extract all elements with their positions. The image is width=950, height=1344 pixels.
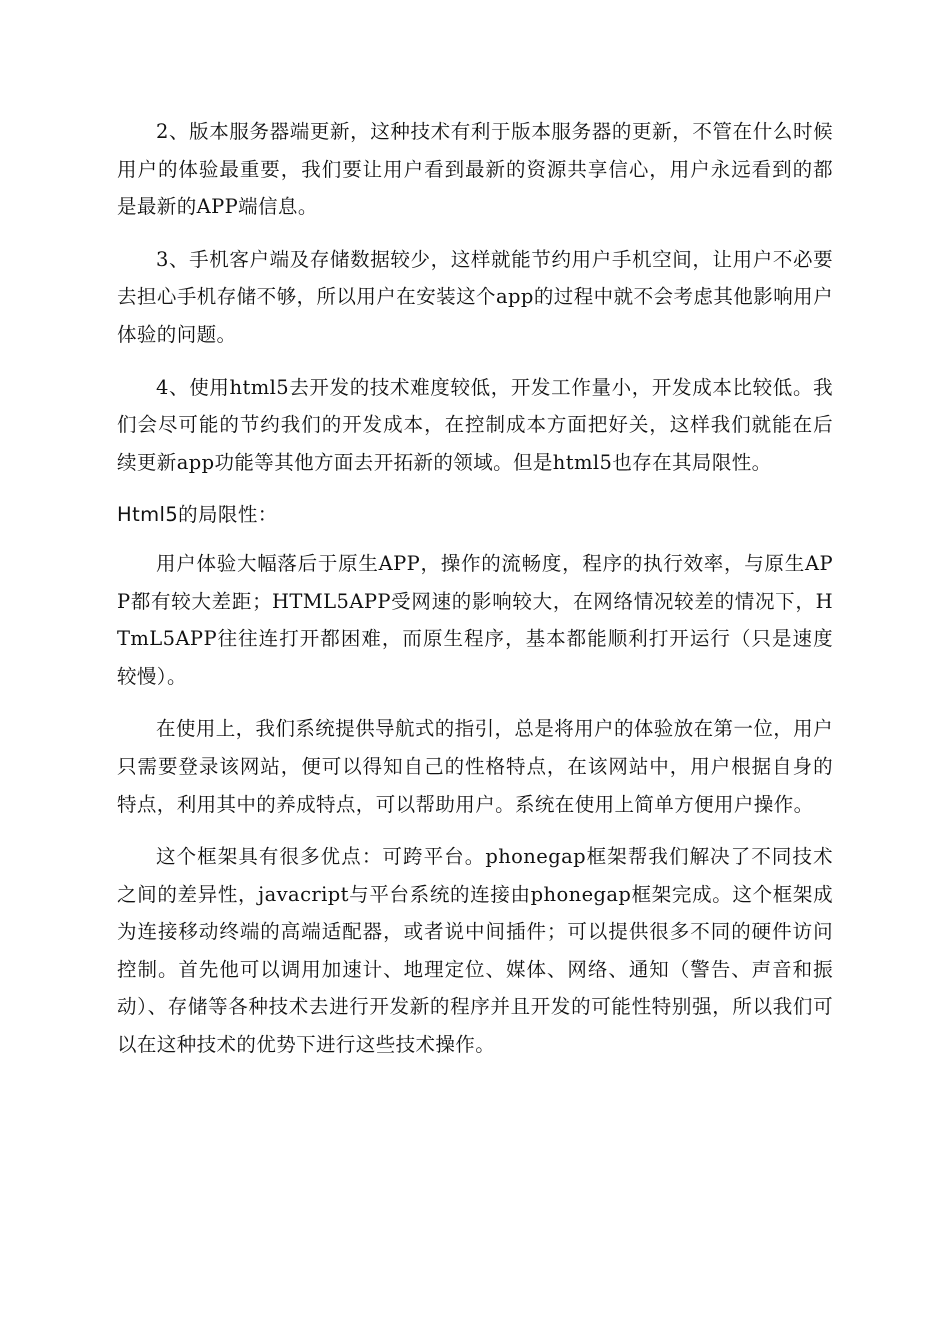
paragraph-html5-development-cost: 4、使用html5去开发的技术难度较低，开发工作量小，开发成本比较低。我们会尽可能的节约我们的开发成本，在控制成本方面把好关，这样我们就能在后续更新app功能等其他方面去开拓新的领域。但是html5也存在其局限性。: [117, 375, 833, 474]
paragraph-phonegap-framework: 这个框架具有很多优点：可跨平台。phonegap框架帮我们解决了不同技术之间的差异性，javacript与平台系统的连接由phonegap框架完成。这个框架成为连接移动终端的高端适配器，或者说中间插件；可以提供很多不同的硬件访问控制。首先他可以调用加速计、地理定位、媒体、网络、通知（警告、声音和振动）、存储等各种技术去进行开发新的程序并且开发的可能性特别强，所以我们可以在这种技术的优势下进行这些技术操作。: [117, 845, 833, 1057]
section-heading-html5-limitations: Html5的局限性：: [117, 503, 278, 527]
paragraph-version-server-update: 2、版本服务器端更新，这种技术有利于版本服务器的更新，不管在什么时候用户的体验最重要，我们要让用户看到最新的资源共享信心，用户永远看到的都是最新的APP端信息。: [117, 120, 833, 219]
document-body: [117, 113, 833, 1079]
paragraph-navigation-guidance: 在使用上，我们系统提供导航式的指引，总是将用户的体验放在第一位，用户只需要登录该网站，便可以得知自己的性格特点，在该网站中，用户根据自身的特点，利用其中的养成特点，可以帮助用户。系统在使用上简单方便用户操作。: [117, 717, 833, 816]
paragraph-user-experience: 用户体验大幅落后于原生APP，操作的流畅度，程序的执行效率，与原生APP都有较大差距；HTML5APP受网速的影响较大，在网络情况较差的情况下，HTmL5APP往往连打开都困难，而原生程序，基本都能顺利打开运行（只是速度较慢）。: [117, 551, 833, 688]
paragraph-client-storage: 3、手机客户端及存储数据较少，这样就能节约用户手机空间，让用户不必要去担心手机存储不够，所以用户在安装这个app的过程中就不会考虑其他影响用户体验的问题。: [117, 247, 833, 346]
